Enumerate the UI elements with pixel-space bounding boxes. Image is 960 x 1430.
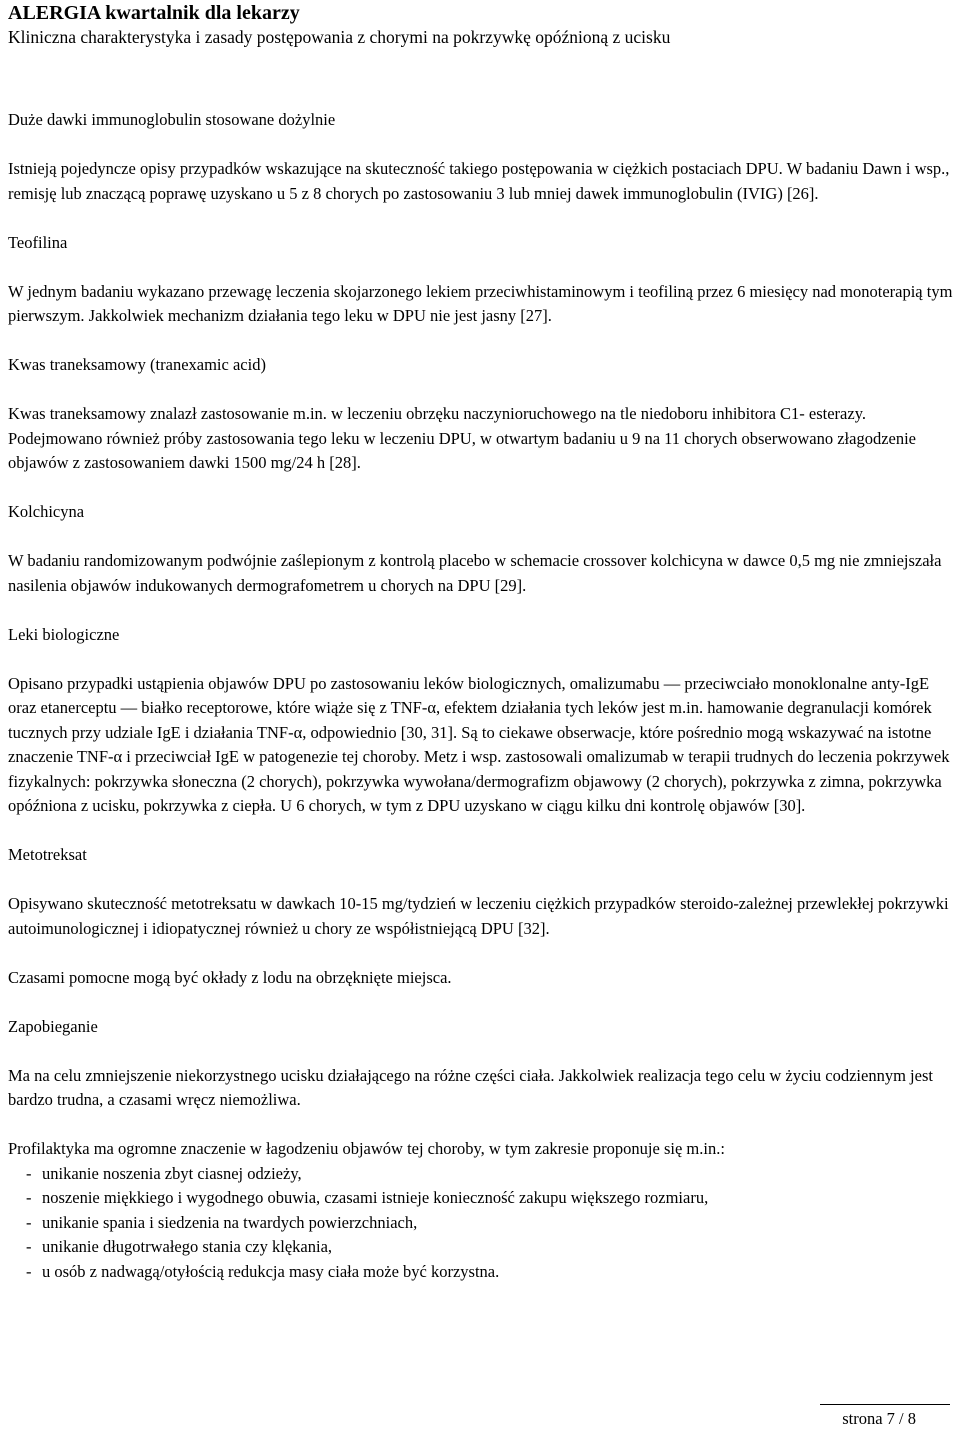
article-body [8,108,953,1284]
prevention-list [8,1162,953,1285]
list-item: - noszenie miękkiego i wygodnego obuwia, czasami istnieje konieczność zakupu większego rozmiaru, [26,1188,709,1207]
section-heading-zapobieganie: Zapobieganie [8,1016,98,1036]
page-number: strona 7 / 8 [842,1409,916,1428]
section-heading-kwas-traneksamowy: Kwas traneksamowy (tranexamic acid) [8,355,266,374]
list-item: - u osób z nadwagą/otyłością redukcja masy ciała może być korzystna. [26,1261,500,1281]
footer-divider [820,1404,950,1405]
article-running-title: Kliniczna charakterystyka i zasady postępowania z chorymi na pokrzywkę opóźnioną z ucisku [8,27,671,47]
journal-title: ALERGIA kwartalnik dla lekarzy [8,2,300,24]
paragraph-kwas-traneksamowy: Kwas traneksamowy znalazł zastosowanie m.in. w leczeniu obrzęku naczynioruchowego na tle niedoboru inhibitora C1- esterazy. Podejmowano również próby zastosowania tego leku w leczeniu DPU, w otwartym badaniu u 9 na 11 chorych obserwowano złagodzenie objawów z zastosowaniem dawki 1500 mg/24 h [28]. [8,404,917,472]
section-heading-metotreksat: Metotreksat [8,845,87,864]
paragraph-zapobieganie: Ma na celu zmniejszenie niekorzystnego ucisku działającego na różne części ciała. Jakkolwiek realizacja tego celu w życiu codziennym jest bardzo trudna, a czasami wręcz niemożliwa. [8,1065,933,1109]
list-item: - unikanie długotrwałego stania czy klękania, [26,1237,333,1256]
section-heading-ivig: Duże dawki immunoglobulin stosowane dożylnie [8,110,336,129]
section-heading-leki-biologiczne: Leki biologiczne [8,624,120,644]
list-item: - unikanie spania i siedzenia na twardych powierzchniach, [26,1212,418,1232]
list-item: - unikanie noszenia zbyt ciasnej odzieży, [26,1163,302,1183]
paragraph-teofilina: W jednym badaniu wykazano przewagę leczenia skojarzonego lekiem przeciwhistaminowym i teofiliną przez 6 miesięcy nad monoterapią tym pierwszym. Jakkolwiek mechanizm działania tego leku w DPU nie jest jasny [27]. [8,281,953,325]
paragraph-ivig: Istnieją pojedyncze opisy przypadków wskazujące na skuteczność takiego postępowania w ciężkich postaciach DPU. W badaniu Dawn i wsp., remisję lub znaczącą poprawę uzyskano u 5 z 8 chorych po zastosowaniu 3 lub mniej dawek immunoglobulin (IVIG) [26]. [8,159,950,203]
paragraph-profilaktyka: Profilaktyka ma ogromne znaczenie w łagodzeniu objawów tej choroby, w tym zakresie proponuje się m.in.: [8,1139,725,1158]
page-header [8,0,948,49]
section-heading-teofilina: Teofilina [8,232,68,252]
section-heading-kolchicyna: Kolchicyna [8,502,85,521]
paragraph-leki-biologiczne: Opisano przypadki ustąpienia objawów DPU po zastosowaniu leków biologicznych, omalizumabu — przeciwciało monoklonalne anty-IgE oraz etanerceptu — białko receptorowe, które wiąże się z TNF-α, efektem działania tych leków jest m.in. hamowanie degranulacji komórek tucznych przy udziale IgE i działania TNF-α, odpowiednio [30, 31]. Są to ciekawe obserwacje, które pośrednio mogą wskazywać na istotne znaczenie TNF-α i przeciwciał IgE w patogenezie tej choroby. Metz i wsp. zastosowali omalizumab w terapii trudnych do leczenia pokrzywek fizykalnych: pokrzywka słoneczna (2 chorych), pokrzywka wywołana/dermografizm objawowy (2 chorych), pokrzywka z zimna, pokrzywka opóźniona z ucisku, pokrzywka z ciepła. U 6 chorych, w tym z DPU uzyskano w ciągu kilku dni kontrolę objawów [30]. [8,673,950,815]
paragraph-metotreksat: Opisywano skuteczność metotreksatu w dawkach 10-15 mg/tydzień w leczeniu ciężkich przypadków steroido-zależnej przewlekłej pokrzywki autoimunologicznej i idiopatycznej również u chory ze współistniejącą DPU [32]. [8,894,949,938]
paragraph-kolchicyna: W badaniu randomizowanym podwójnie zaślepionym z kontrolą placebo w schemacie crossover kolchicyna w dawce 0,5 mg nie zmniejszała nasilenia objawów indukowanych dermografometrem u chorych na DPU [29]. [8,551,942,595]
paragraph-okłady: Czasami pomocne mogą być okłady z lodu na obrzęknięte miejsca. [8,967,452,987]
